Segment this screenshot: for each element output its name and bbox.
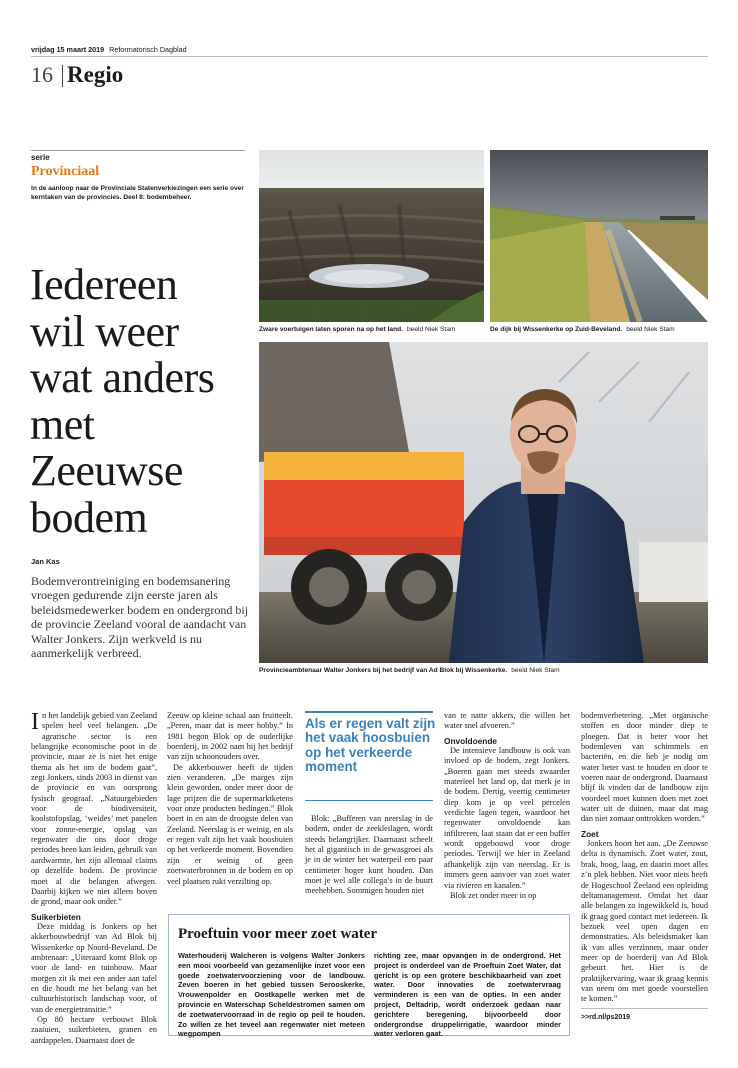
muddy-field-image <box>259 150 484 322</box>
series-label: serie <box>31 153 50 162</box>
subheading-onvoldoende: Onvoldoende <box>444 735 498 746</box>
caption-portrait <box>259 666 560 675</box>
masthead-rule <box>31 56 708 57</box>
headline-line-4: met <box>30 399 95 449</box>
pull-quote-top-rule <box>305 711 433 713</box>
subheading-suikerbieten: Suikerbieten <box>31 911 81 922</box>
article-paragraph: De intensieve landbouw is ook van invloed op de bodem, zegt Jonkers. „Boeren gaan met steeds zwaarder materieel het land op, dat merk je in de bodem. Dertig, veertig centimeter diep kom je op veel percelen verdichte lagen tegen, waardoor het regenwater onvoldoende kan infiltreren, laat staan dat er een buffer wordt opgebouwd voor droge periodes. Terwijl we hier in Zeeland afhankelijk zijn van neerslag. Er is immers geen aanvoer van zoet water via rivieren en kanalen.” <box>444 746 570 890</box>
article-column-3 <box>305 814 433 897</box>
article-paragraph: bodemverbetering. „Met organische stoffen en door minder diep te ploegen. Dat is beter voor het bodemleven van schimmels en bacteriën, en die heb je nodig om water beter vast te houden en door te voeren naar de ondergrond. Daarnaast blijf ik vinden dat de landbouw zijn voordeel moet kunnen doen met zoet water uit de duinen, maar dat mag dan niet zomaar onttrokken worden.” <box>581 711 708 824</box>
info-box-title: Proeftuin voor meer zoet water <box>178 926 378 942</box>
article-paragraph: In het landelijk gebied van Zeeland spelen heel veel belangen. „De agrarische sector is een belangrijke economische poot in de provincie, maar ze is niet het enige thema als het om de bodem gaat”, zegt Jonkers, sinds 2003 in dienst van de provincie en van oorsprong fysisch geograaf. „Natuurgebieden voor de biodiversiteit, koolstofopslag, ‘weides’ met panelen voor zonne-energie, opslag van regenwater die ons door droge periodes heen kan leiden, gebruik van aardwarmte, het zijn allemaal claims op dezelfde bodem. De provincie moet al die belangen afwegen. Daarbij kijken we niet alleen boven de grond, maar ook onder.” <box>31 709 157 907</box>
info-box-column-1: Waterhouderij Walcheren is volgens Walter Jonkers een mooi voorbeeld van gezamenlijke inzet voor een goede zoetwatervoorziening voor de landbouw. Zeven boeren in het gebied tussen Serooskerke, Vrouwenpolder en Oostkapelle werken met de provincie en Waterschap Scheldestromen samen om de zoetwatervoorraad in de regio op peil te houden. Zo willen ze het teveel aan regenwater niet meteen wegpompen <box>178 951 365 1039</box>
portrait-image <box>259 342 708 663</box>
article-paragraph: De akkerbouwer heeft de tijden zien veranderen. „De marges zijn klein geworden, onder meer door de lage prijzen die de supermarktketens voor onze producten bedingen.” Blok boert in en aan de droogste delen van Zeeland. Neerslag is er weinig, en als er regen valt zijn het vaak hoosbuien op het verkeerde moment. Bovendien zijn er weinig of geen zoetwaterbronnen in de bodem en op veel plaatsen rukt verzilting op. <box>167 762 293 886</box>
caption-portrait-credit: beeld Niek Stam <box>511 667 560 674</box>
article-column-5 <box>581 711 708 1023</box>
page-number: 16 <box>31 62 53 87</box>
subheading-zoet: Zoet <box>581 828 599 839</box>
info-box-column-2: richting zee, maar opvangen in de ondergrond. Het project is onderdeel van de Proeftuin Zoet Water, dat gericht is op een grotere beschikbaarheid van zoet water. Door innovaties de zoetwatervraag verminderen is een van de opties. In een ander project, Deltadrip, wordt onderzoek gedaan naar gerichtere beregening, bijvoorbeeld door ondergrondse druppelirrigatie, waardoor minder water verloren gaat. <box>374 951 561 1039</box>
web-link[interactable]: >>rd.nl/ps2019 <box>581 1013 631 1021</box>
caption-field <box>259 325 455 334</box>
caption-dike-credit: beeld Niek Stam <box>626 326 675 333</box>
byline: Jan Kas <box>31 557 60 566</box>
article-column-1 <box>31 711 157 1046</box>
article-column-2 <box>167 711 293 887</box>
caption-dike <box>490 325 675 334</box>
section-divider <box>62 65 63 87</box>
headline-line-1: Iedereen <box>30 260 178 309</box>
series-intro: In de aanloop naar de Provinciale Statenverkiezingen een serie over kerntaken van de provincies. Deel 8: bodembeheer. <box>31 185 244 201</box>
lead-paragraph: Bodemverontreiniging en bodemsanering vroegen gedurende zijn eerste jaren als beleidsmedewerker bodem en ondergrond bij de provincie Zeeland vooral de aandacht van Walter Jonkers. Zijn werkveld is nu aanmerkelijk verbreed. <box>31 574 249 661</box>
photo-dike-wissenkerke <box>490 150 708 322</box>
article-paragraph: Deze middag is Jonkers op het akkerbouwbedrijf van Ad Blok bij Wissenkerke op Noord-Beveland. De ambtenaar: „Uiteraard komt Blok op voor de land- en tuinbouw. Maar morgen zit ik met een ander aan tafel en die houdt me het belang van het cultuurhistorisch landschap voor, of van de energietransitie.” <box>31 921 157 1014</box>
article-column-4 <box>444 711 570 901</box>
headline-line-2: wil weer <box>30 306 179 356</box>
caption-dike-text: De dijk bij Wissenkerke op Zuid-Beveland. <box>490 326 623 333</box>
article-paragraph: Jonkers hoort het aan. „De Zeeuwse delta is dynamisch. Zoet water, zout, brak, hoog, laag, en daarin moet alles z’n plek hebben. Niet voor niets heeft de Hogeschool Zeeland een opleiding deltamanagement. Omdat het daar alle belangen zo ingewikkeld is, houd ik graag goed contact met iedereen. Ik bezoek veel open dagen en demonstraties. Als beleidsmaker kan ik van alles verzinnen, maar onder meer op de boerderij van Ad Blok gebeurt het. Hier is de praktijkervaring, waar ik graag kennis van neem om met goede voorstellen te komen.” <box>581 839 708 1004</box>
headline-line-5: Zeeuwse <box>30 446 183 495</box>
pull-quote-bottom-rule <box>305 800 433 801</box>
article-paragraph: van te natte akkers, die willen het water snel afvoeren.” <box>444 711 570 731</box>
series-top-rule <box>31 150 245 151</box>
masthead-date <box>31 45 187 54</box>
section-title: Regio <box>67 62 124 87</box>
newspaper-name: Reformatorisch Dagblad <box>109 45 187 54</box>
headline-line-6: bodem <box>30 492 148 542</box>
dropcap: I <box>31 709 39 735</box>
caption-field-credit: beeld Niek Stam <box>407 326 456 333</box>
photo-muddy-field <box>259 150 484 322</box>
series-name: Provinciaal <box>31 164 100 179</box>
pull-quote: Als er regen valt zijn het vaak hoosbuien op het verkeerde moment <box>305 716 436 775</box>
article-paragraph: Blok: „Bufferen van neerslag in de bodem, onder de zeekleilagen, wordt steeds belangrijker. Daarnaast scheelt het al gigantisch in de gewasgroei als je in de winter het waterpeil een paar centimeter hoger kunt houden. Dan moet je wel alle collega’s in de buurt meehebben. Sommigen houden niet <box>305 814 433 896</box>
headline-line-3: wat anders <box>30 353 215 402</box>
caption-field-text: Zware voertuigen laten sporen na op het land. <box>259 326 403 333</box>
headline <box>30 262 214 541</box>
article-paragraph: Zeeuw op kleine schaal aan fruitteelt. „Peren, maar dat is meer hobby.” In 1981 begon Blok op de ouderlijke boerderij, in 2002 nam hij het bedrijf van zijn schoonouders over. <box>167 711 293 762</box>
caption-portrait-text: Provincieambtenaar Walter Jonkers bij het bedrijf van Ad Blok bij Wissenkerke. <box>259 667 508 674</box>
article-paragraph: Blok zet onder meer in op <box>450 890 537 900</box>
web-link-rule <box>581 1008 708 1009</box>
issue-date: vrijdag 15 maart 2019 <box>31 45 105 54</box>
article-paragraph: Op 80 hectare verbouwt Blok zaaiuien, suikerbieten, granen en aardappelen. Daarnaast doet de <box>31 1014 157 1045</box>
dike-image <box>490 150 708 322</box>
photo-portrait-jonkers <box>259 342 708 663</box>
